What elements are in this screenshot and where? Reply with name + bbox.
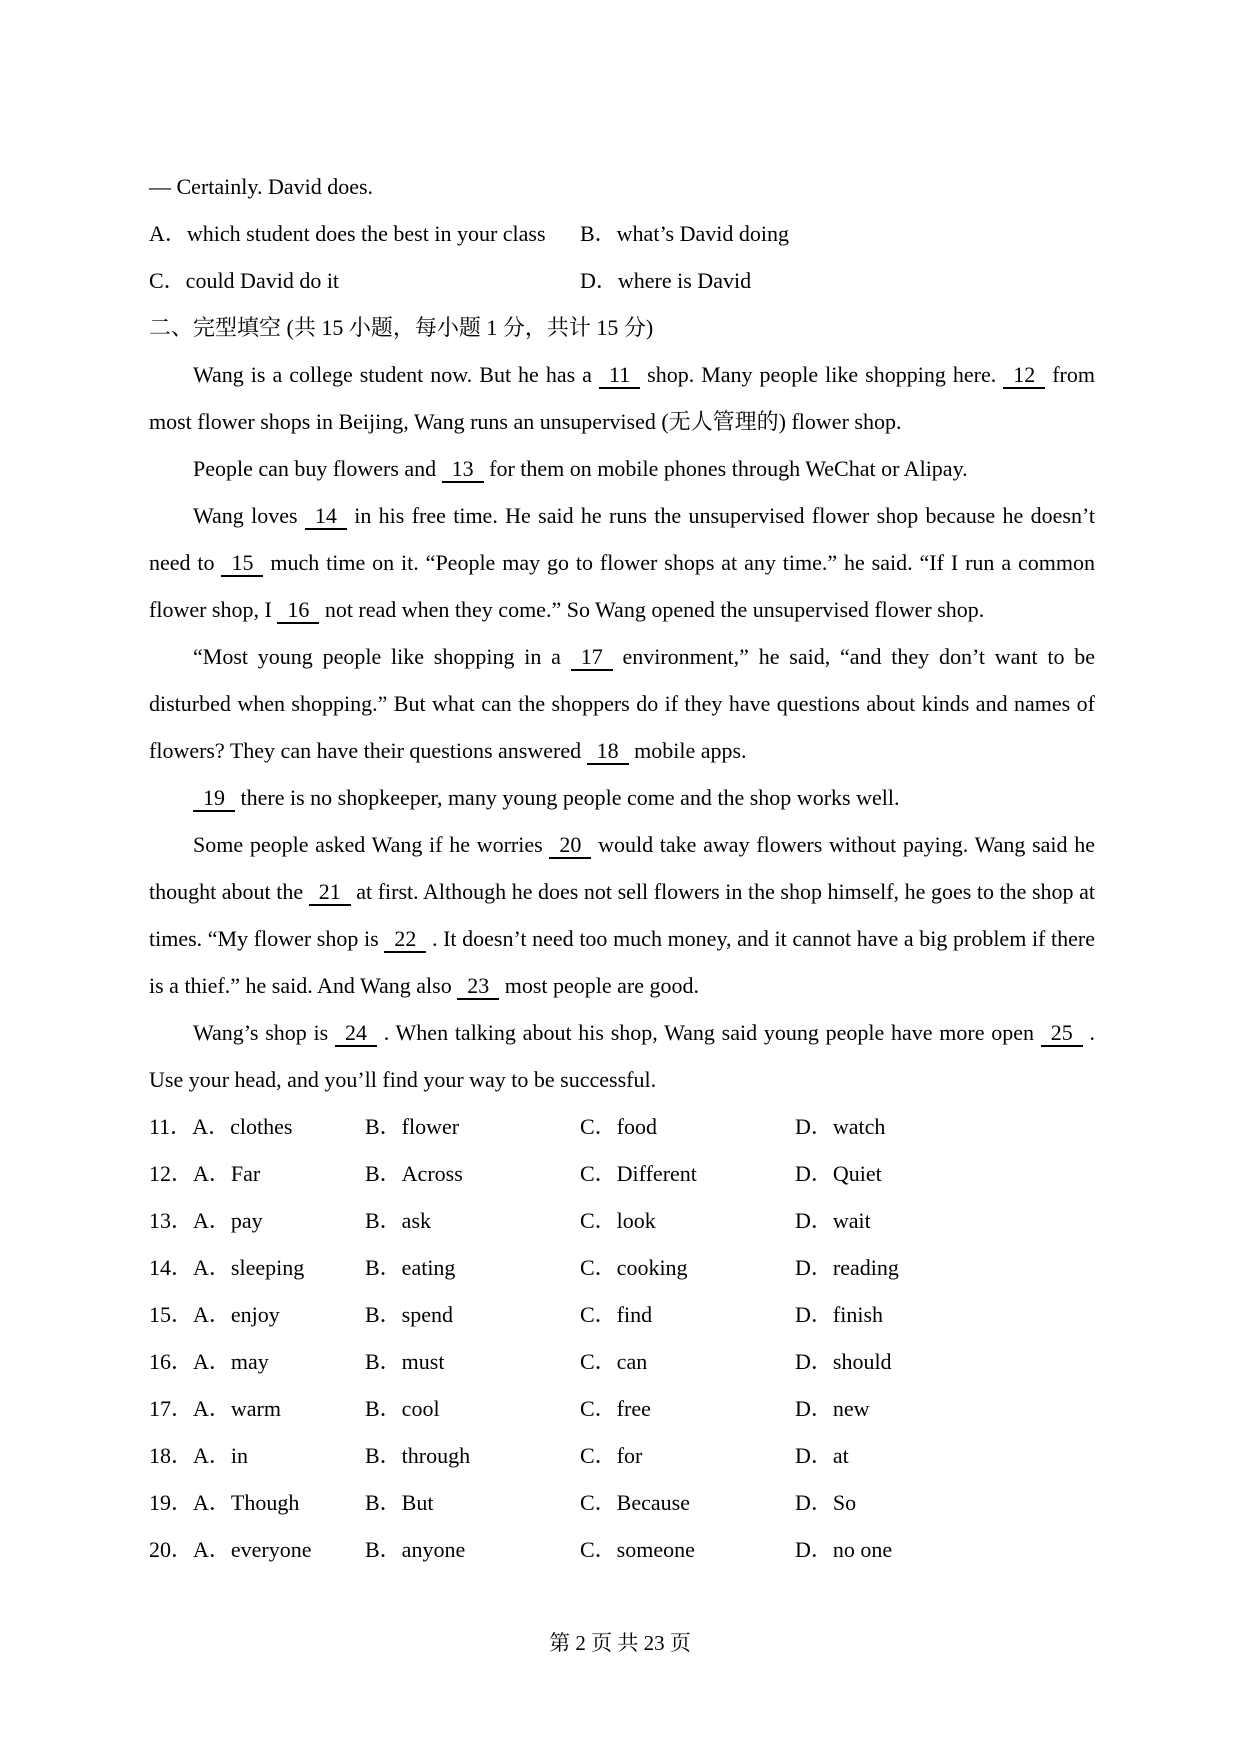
- page-footer: 第 2 页 共 23 页: [549, 1631, 691, 1655]
- question-number: 13．: [149, 1208, 194, 1233]
- page-content: [149, 163, 1095, 1573]
- question-number: 19．: [149, 1490, 194, 1515]
- question-19-option-d: D．So: [795, 1490, 857, 1515]
- question-15-option-a: 15．A．enjoy: [149, 1302, 280, 1327]
- question-20-option-a: 20．A．everyone: [149, 1537, 312, 1562]
- question-row-14: [149, 1244, 1095, 1291]
- cloze-blank-17: 17: [571, 644, 613, 671]
- cloze-blank-25: 25: [1041, 1020, 1083, 1047]
- dialog-option-row: [149, 210, 1095, 257]
- passage-paragraph-3: Wang loves 14 in his free time. He said he runs the unsupervised flower shop because he doesn’t need to 15 much time on it. “People may go to flower shops at any time.” he said. “If I run a common flower shop, I 16 not read when they come.” So Wang opened the unsupervised flower shop.: [149, 503, 1095, 622]
- cloze-blank-16: 16: [277, 597, 319, 624]
- question-13-option-a: 13．A．pay: [149, 1208, 263, 1233]
- cloze-blank-20: 20: [549, 832, 591, 859]
- cloze-blank-11: 11: [599, 362, 640, 389]
- question-17-option-d: D．new: [795, 1396, 870, 1421]
- question-14-option-d: D．reading: [795, 1255, 899, 1280]
- question-row-19: [149, 1479, 1095, 1526]
- cloze-blank-13: 13: [442, 456, 484, 483]
- question-17-option-c: C．free: [580, 1396, 651, 1421]
- question-12-option-b: B．Across: [365, 1161, 463, 1186]
- question-number: 18．: [149, 1443, 194, 1468]
- cloze-passage: [149, 351, 1095, 1103]
- question-15-option-b: B．spend: [365, 1302, 454, 1327]
- question-12-option-a: 12．A．Far: [149, 1161, 261, 1186]
- dialog-options: [149, 210, 1095, 304]
- cloze-blank-19: 19: [193, 785, 235, 812]
- cloze-blank-21: 21: [309, 879, 351, 906]
- page-footer-wrap: [0, 1620, 1240, 1667]
- passage-paragraph-1: Wang is a college student now. But he has a 11 shop. Many people like shopping here. 12 from most flower shops in Beijing, Wang runs an unsupervised (无人管理的) flower shop.: [149, 362, 1095, 434]
- cloze-blank-22: 22: [384, 926, 426, 953]
- question-20-option-c: C．someone: [580, 1537, 695, 1562]
- section-heading: 二、完型填空 (共 15 小题，每小题 1 分，共计 15 分): [149, 315, 654, 340]
- question-number: 16．: [149, 1349, 194, 1374]
- question-18-option-b: B．through: [365, 1443, 471, 1468]
- dialog-option-d: D．where is David: [580, 268, 752, 293]
- question-19-option-a: 19．A．Though: [149, 1490, 300, 1515]
- question-17-option-b: B．cool: [365, 1396, 440, 1421]
- question-11-option-a: 11．A．clothes: [149, 1114, 293, 1139]
- passage-paragraph-5: 19 there is no shopkeeper, many young people come and the shop works well.: [149, 774, 1095, 821]
- dialog-option-row: [149, 257, 1095, 304]
- passage-paragraph-4: “Most young people like shopping in a 17 environment,” he said, “and they don’t want to be disturbed when shopping.” But what can the shoppers do if they have questions about kinds and names of flowers? They can have their questions answered 18 mobile apps.: [149, 644, 1096, 763]
- question-18-option-a: 18．A．in: [149, 1443, 249, 1468]
- dialog-option-a: A．which student does the best in your class: [149, 221, 546, 246]
- question-11-option-c: C．food: [580, 1114, 658, 1139]
- passage-paragraph-7: Wang’s shop is 24 . When talking about his shop, Wang said young people have more open 25 . Use your head, and you’ll find your way to be successful.: [149, 1020, 1096, 1092]
- question-11-option-d: D．watch: [795, 1114, 886, 1139]
- question-18-option-d: D．at: [795, 1443, 849, 1468]
- question-13-option-b: B．ask: [365, 1208, 432, 1233]
- question-15-option-d: D．finish: [795, 1302, 884, 1327]
- passage-paragraph-2: People can buy flowers and 13 for them on mobile phones through WeChat or Alipay.: [193, 456, 968, 481]
- dialog-option-c: C．could David do it: [149, 268, 340, 293]
- question-number: 12．: [149, 1161, 194, 1186]
- question-row-11: [149, 1103, 1095, 1150]
- question-options-table: [149, 1103, 1095, 1573]
- question-row-17: [149, 1385, 1095, 1432]
- question-15-option-c: C．find: [580, 1302, 653, 1327]
- question-20-option-b: B．anyone: [365, 1537, 466, 1562]
- question-16-option-c: C．can: [580, 1349, 648, 1374]
- cloze-blank-12: 12: [1003, 362, 1045, 389]
- question-number: 14．: [149, 1255, 194, 1280]
- cloze-blank-18: 18: [587, 738, 629, 765]
- question-number: 17．: [149, 1396, 194, 1421]
- question-row-15: [149, 1291, 1095, 1338]
- question-number: 15．: [149, 1302, 194, 1327]
- cloze-blank-14: 14: [305, 503, 347, 530]
- question-row-16: [149, 1338, 1095, 1385]
- question-12-option-d: D．Quiet: [795, 1161, 882, 1186]
- question-16-option-d: D．should: [795, 1349, 892, 1374]
- question-12-option-c: C．Different: [580, 1161, 697, 1186]
- cloze-blank-15: 15: [221, 550, 263, 577]
- cloze-blank-24: 24: [335, 1020, 377, 1047]
- question-row-12: [149, 1150, 1095, 1197]
- question-number: 11．: [149, 1114, 193, 1139]
- dialog-option-b: B．what’s David doing: [580, 221, 789, 246]
- question-14-option-c: C．cooking: [580, 1255, 688, 1280]
- question-19-option-c: C．Because: [580, 1490, 690, 1515]
- question-16-option-b: B．must: [365, 1349, 445, 1374]
- dialog-answer-line: — Certainly. David does.: [149, 174, 374, 199]
- question-16-option-a: 16．A．may: [149, 1349, 269, 1374]
- question-13-option-d: D．wait: [795, 1208, 871, 1233]
- question-14-option-a: 14．A．sleeping: [149, 1255, 305, 1280]
- cloze-blank-23: 23: [457, 973, 499, 1000]
- question-row-20: [149, 1526, 1095, 1573]
- question-13-option-c: C．look: [580, 1208, 656, 1233]
- question-14-option-b: B．eating: [365, 1255, 456, 1280]
- question-11-option-b: B．flower: [365, 1114, 460, 1139]
- question-17-option-a: 17．A．warm: [149, 1396, 281, 1421]
- passage-paragraph-6: Some people asked Wang if he worries 20 would take away flowers without paying. Wang said he thought about the 21 at first. Although he does not sell flowers in the shop himself, he goes to the shop at times. “My flower shop is 22 . It doesn’t need too much money, and it cannot have a big problem if there is a thief.” he said. And Wang also 23 most people are good.: [149, 832, 1095, 998]
- question-20-option-d: D．no one: [795, 1537, 893, 1562]
- question-row-18: [149, 1432, 1095, 1479]
- question-18-option-c: C．for: [580, 1443, 643, 1468]
- question-number: 20．: [149, 1537, 194, 1562]
- question-row-13: [149, 1197, 1095, 1244]
- question-19-option-b: B．But: [365, 1490, 434, 1515]
